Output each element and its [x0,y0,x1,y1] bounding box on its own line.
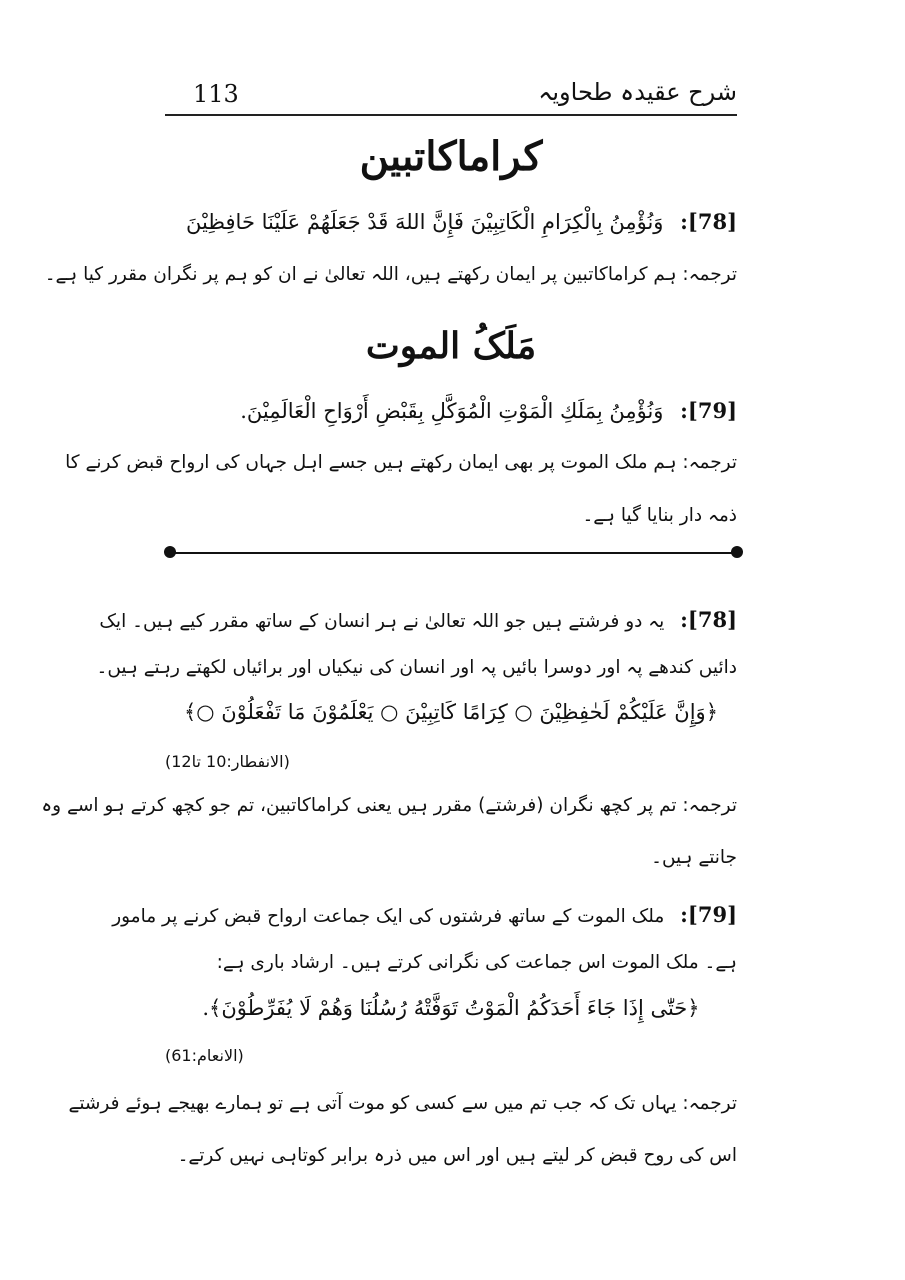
section-divider [170,552,737,554]
translation-79-line1: ترجمہ: ہم ملک الموت پر بھی ایمان رکھتے ہیں جسے اہل جہاں کی ارواح قبض کرنے کا [65,452,737,473]
item-number-79: [79]: [680,398,737,423]
arabic-79-content: وَنُؤْمِنُ بِمَلَكِ الْمَوْتِ الْمُوَكَّلِ بِقَبْضِ أَرْوَاحِ الْعَالَمِيْنَ. [240,399,664,423]
commentary-79-line1-text: ملک الموت کے ساتھ فرشتوں کی ایک جماعت ارواح قبض کرنے پر مامور [112,906,665,927]
commentary-78-line1 [99,607,737,632]
page-number: 113 [193,80,239,108]
arabic-text-79 [165,398,737,423]
verse-reference-anam: (الانعام:61) [165,1046,244,1065]
translation-78: ترجمہ: ہم کراماکاتبین پر ایمان رکھتے ہیں، اللہ تعالیٰ نے ان کو ہم پر نگران مقرر کیا ہے۔ [44,264,737,285]
commentary-79-translation-line1: ترجمہ: یہاں تک کہ جب تم میں سے کسی کو موت آتی ہے تو ہمارے بھیجے ہوئے فرشتے [68,1093,737,1114]
arabic-78-content: وَنُؤْمِنُ بِالْكِرَامِ الْكَاتِبِيْنَ فَإِنَّ اللهَ قَدْ جَعَلَهُمْ عَلَيْنَا حَافِظِيْنَ [185,210,664,234]
divider-dot-right [731,546,743,558]
verse-reference-infitar: (الانفطار:10 تا12) [165,752,290,771]
header-rule [165,114,737,116]
arabic-text-78 [165,209,737,234]
commentary-78-translation-line1: ترجمہ: تم پر کچھ نگران (فرشتے) مقرر ہیں یعنی کراماکاتبین، تم جو کچھ کرتے ہو اسے وہ [41,795,737,816]
heading-malak-ul-maut: مَلَکُ الموت [365,325,537,367]
item-number-78: [78]: [680,209,737,234]
translation-79-line2: ذمہ دار بنایا گیا ہے۔ [582,505,737,526]
commentary-79-line2: ہے۔ ملک الموت اس جماعت کی نگرانی کرتے ہیں۔ ارشاد باری ہے: [216,952,737,973]
quran-verse-infitar: ﴿وَإِنَّ عَلَيْكُمْ لَحٰفِظِيْنَ ○ كِرَامًا كَاتِبِيْنَ ○ يَعْلَمُوْنَ مَا تَفْعَلُوْنَ ○﴾ [183,700,719,724]
commentary-78-line2: دائیں کندھے پہ اور دوسرا بائیں پہ اور انسان کی نیکیاں اور برائیاں لکھتے رہتے ہیں۔ [96,657,737,678]
commentary-number-79: [79]: [680,902,737,927]
quran-verse-anam: ﴿حَتّٰى إِذَا جَاءَ أَحَدَكُمُ الْمَوْتُ تَوَفَّتْهُ رُسُلُنَا وَهُمْ لَا يُفَرِّطُوْنَ﴾. [202,996,700,1020]
page-header [165,78,737,114]
running-book-title: شرح عقیدہ طحاویہ [538,78,737,106]
commentary-78-translation-line2: جانتے ہیں۔ [651,847,737,868]
divider-dot-left [164,546,176,558]
commentary-number-78: [78]: [680,607,737,632]
commentary-79-line1 [112,902,737,927]
heading-kiraman-katibin: کراماکاتبین [359,133,543,180]
commentary-78-line1-text: یہ دو فرشتے ہیں جو اللہ تعالیٰ نے ہر انسان کے ساتھ مقرر کیے ہیں۔ ایک [99,611,665,632]
commentary-79-translation-line2: اس کی روح قبض کر لیتے ہیں اور اس میں ذرہ برابر کوتاہی نہیں کرتے۔ [177,1145,737,1166]
